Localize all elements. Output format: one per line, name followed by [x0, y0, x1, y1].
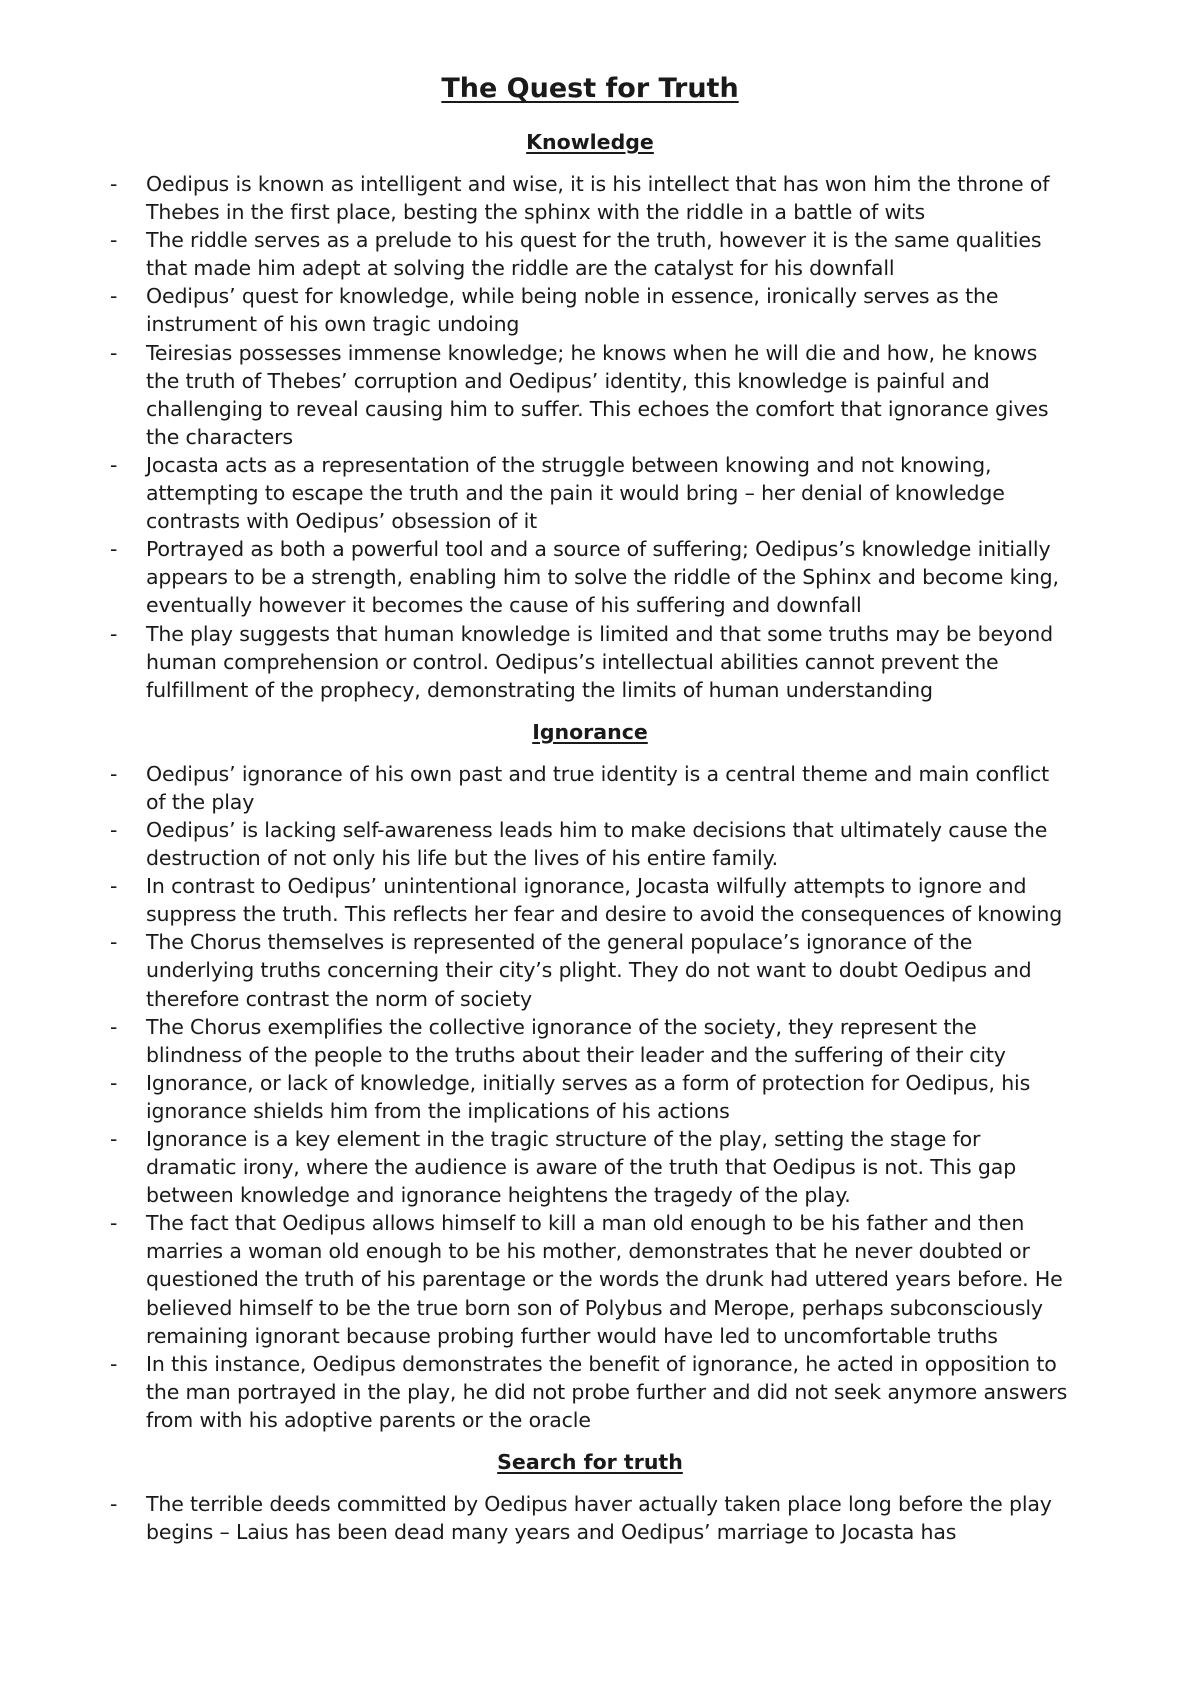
bullet-dash-icon: - — [110, 1070, 118, 1095]
bullet-dash-icon: - — [110, 1211, 118, 1236]
list-item — [110, 760, 1070, 816]
list-item — [110, 339, 1070, 451]
bullet-dash-icon: - — [110, 228, 118, 253]
list-item-text: Oedipus’ is lacking self-awareness leads him to make decisions that ultimately cause the destruction of not only his life but the lives of his entire family. — [146, 817, 1048, 871]
bullet-dash-icon: - — [110, 817, 118, 842]
list-item — [110, 451, 1070, 535]
list-item — [110, 1125, 1070, 1209]
list-item-text: Ignorance, or lack of knowledge, initially serves as a form of protection for Oedipus, his ignorance shields him from the implications of his actions — [146, 1070, 1031, 1123]
list-item-text: The Chorus themselves is represented of the general populace’s ignorance of the underlying truths concerning their city’s plight. They do not want to doubt Oedipus and therefore contrast the norm of society — [146, 930, 1032, 1011]
list-item-text: Oedipus’ quest for knowledge, while being noble in essence, ironically serves as the instrument of his own tragic undoing — [146, 284, 999, 337]
list-item-text: Jocasta acts as a representation of the struggle between knowing and not knowing, attempting to escape the truth and the pain it would bring – her denial of knowledge contrasts with Oedipus’ obsession of it — [146, 452, 1005, 534]
bullet-dash-icon: - — [110, 761, 118, 786]
list-item — [110, 535, 1070, 619]
bullet-dash-icon: - — [110, 930, 118, 955]
list-item — [110, 1350, 1070, 1434]
bullet-dash-icon: - — [110, 874, 118, 899]
list-item — [110, 872, 1070, 928]
list-item-text: Ignorance is a key element in the tragic structure of the play, setting the stage for dramatic irony, where the audience is aware of the truth that Oedipus is not. This gap between knowledge and ignorance heightens the tragedy of the play. — [146, 1127, 1017, 1208]
document-body — [110, 128, 1070, 1546]
bullet-list — [110, 760, 1070, 1434]
bullet-dash-icon: - — [110, 1127, 118, 1151]
document-title: The Quest for Truth — [441, 73, 739, 104]
list-item-text: The terrible deeds committed by Oedipus haver actually taken place long before the play begins – Laius has been dead many years and Oedipus’ marriage to Jocasta has — [146, 1492, 1052, 1545]
list-item-text: The Chorus exemplifies the collective ignorance of the society, they represent the blindness of the people to the truths about their leader and the suffering of their city — [146, 1014, 1006, 1067]
section-heading: Ignorance — [532, 719, 648, 744]
list-item — [110, 620, 1070, 704]
section-heading: Search for truth — [497, 1450, 683, 1475]
list-item — [110, 282, 1070, 338]
list-item — [110, 170, 1070, 226]
list-item-text: In contrast to Oedipus’ unintentional ignorance, Jocasta wilfully attempts to ignore and suppress the truth. This reflects her fear and desire to avoid the consequences of knowing — [146, 874, 1063, 927]
bullet-list — [110, 170, 1070, 704]
list-item — [110, 1490, 1070, 1546]
bullet-dash-icon: - — [110, 172, 118, 196]
list-item-text: The play suggests that human knowledge is limited and that some truths may be beyond human comprehension or control. Oedipus’s intellectual abilities cannot prevent the fulfillment of the prophecy, demonstrating the limits of human understanding — [146, 621, 1053, 702]
list-item — [110, 816, 1070, 872]
list-item-text: The fact that Oedipus allows himself to kill a man old enough to be his father and then marries a woman old enough to be his mother, demonstrates that he never doubted or questioned the truth of his parentage or the words the drunk had uttered years before. He believed himself to be the true born son of Polybus and Merope, perhaps subconsciously remaining ignorant because probing further would have led to uncomfortable truths — [146, 1211, 1063, 1348]
bullet-dash-icon: - — [110, 452, 118, 477]
list-item — [110, 928, 1070, 1012]
list-item — [110, 1069, 1070, 1125]
list-item — [110, 1209, 1070, 1349]
list-item — [110, 226, 1070, 282]
section-heading: Knowledge — [526, 130, 654, 154]
list-item-text: Teiresias possesses immense knowledge; he knows when he will die and how, he knows the truth of Thebes’ corruption and Oedipus’ identity, this knowledge is painful and challenging to reveal causing him to suffer. This echoes the comfort that ignorance gives the characters — [146, 340, 1049, 449]
bullet-dash-icon: - — [110, 1492, 118, 1517]
list-item — [110, 1013, 1070, 1069]
list-item-text: Oedipus is known as intelligent and wise, it is his intellect that has won him the throne of Thebes in the first place, besting the sphinx with the riddle in a battle of wits — [146, 172, 1050, 225]
bullet-dash-icon: - — [110, 621, 118, 646]
list-item-text: The riddle serves as a prelude to his quest for the truth, however it is the same qualities that made him adept at solving the riddle are the catalyst for his downfall — [146, 228, 1042, 281]
bullet-dash-icon: - — [110, 537, 118, 562]
list-item-text: In this instance, Oedipus demonstrates the benefit of ignorance, he acted in opposition to the man portrayed in the play, he did not probe further and did not seek anymore answers from with his adoptive parents or the oracle — [146, 1351, 1068, 1432]
list-item-text: Portrayed as both a powerful tool and a source of suffering; Oedipus’s knowledge initially appears to be a strength, enabling him to solve the riddle of the Sphinx and become king, eventually however it becomes the cause of his suffering and downfall — [146, 537, 1059, 618]
list-item-text: Oedipus’ ignorance of his own past and true identity is a central theme and main conflict of the play — [146, 761, 1050, 814]
bullet-dash-icon: - — [110, 1351, 118, 1376]
bullet-list — [110, 1490, 1070, 1546]
bullet-dash-icon: - — [110, 1014, 118, 1039]
bullet-dash-icon: - — [110, 284, 118, 309]
bullet-dash-icon: - — [110, 340, 118, 365]
